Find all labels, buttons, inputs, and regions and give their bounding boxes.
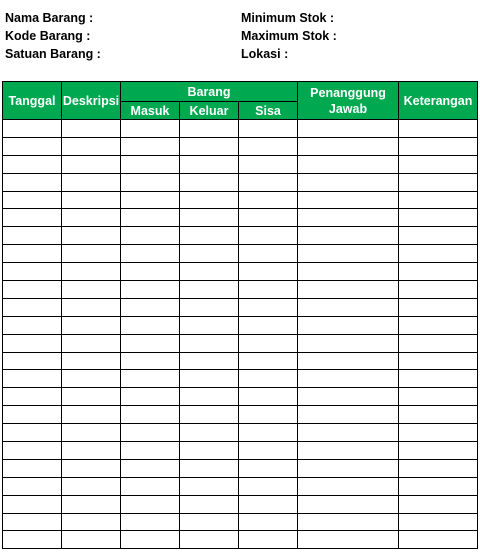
table-cell[interactable]	[121, 370, 180, 388]
table-cell[interactable]	[62, 209, 121, 227]
table-cell[interactable]	[298, 245, 399, 263]
table-cell[interactable]	[62, 245, 121, 263]
table-cell[interactable]	[180, 370, 239, 388]
table-cell[interactable]	[239, 137, 298, 155]
table-cell[interactable]	[62, 334, 121, 352]
table-cell[interactable]	[62, 424, 121, 442]
table-cell[interactable]	[298, 173, 399, 191]
table-cell[interactable]	[62, 352, 121, 370]
table-cell[interactable]	[62, 155, 121, 173]
table-cell[interactable]	[121, 227, 180, 245]
table-cell[interactable]	[3, 442, 62, 460]
table-cell[interactable]	[298, 263, 399, 281]
table-cell[interactable]	[3, 424, 62, 442]
table-cell[interactable]	[121, 531, 180, 549]
table-row	[3, 442, 478, 460]
table-cell[interactable]	[3, 406, 62, 424]
table-cell[interactable]	[62, 513, 121, 531]
table-cell[interactable]	[3, 459, 62, 477]
table-cell[interactable]	[180, 281, 239, 299]
table-row	[3, 298, 478, 316]
table-cell[interactable]	[298, 513, 399, 531]
table-cell[interactable]	[62, 477, 121, 495]
table-cell[interactable]	[180, 442, 239, 460]
table-cell[interactable]	[121, 352, 180, 370]
label-kode-barang: Kode Barang :	[5, 29, 91, 43]
table-cell[interactable]	[298, 495, 399, 513]
table-cell[interactable]	[121, 424, 180, 442]
item-info-right	[241, 9, 337, 63]
table-cell[interactable]	[399, 424, 478, 442]
table-row	[3, 155, 478, 173]
header-penanggung-line2: Jawab	[328, 101, 368, 116]
table-cell[interactable]	[180, 334, 239, 352]
label-minimum-stok: Minimum Stok :	[241, 11, 335, 25]
table-cell[interactable]	[399, 388, 478, 406]
table-cell[interactable]	[62, 120, 121, 138]
table-cell[interactable]	[180, 316, 239, 334]
table-cell[interactable]	[62, 173, 121, 191]
table-cell[interactable]	[239, 316, 298, 334]
table-cell[interactable]	[62, 281, 121, 299]
table-cell[interactable]	[3, 513, 62, 531]
table-cell[interactable]	[298, 477, 399, 495]
table-row	[3, 477, 478, 495]
table-cell[interactable]	[121, 406, 180, 424]
table-cell[interactable]	[180, 495, 239, 513]
table-cell[interactable]	[298, 191, 399, 209]
table-cell[interactable]	[399, 191, 478, 209]
table-cell[interactable]	[121, 442, 180, 460]
table-cell[interactable]	[62, 370, 121, 388]
stock-card-table	[2, 81, 478, 549]
table-row	[3, 227, 478, 245]
table-cell[interactable]	[121, 120, 180, 138]
table-cell[interactable]	[180, 155, 239, 173]
item-info-left	[5, 9, 101, 63]
table-cell[interactable]	[121, 495, 180, 513]
table-cell[interactable]	[121, 388, 180, 406]
table-cell[interactable]	[121, 477, 180, 495]
table-cell[interactable]	[239, 477, 298, 495]
table-cell[interactable]	[180, 298, 239, 316]
table-cell[interactable]	[62, 191, 121, 209]
table-cell[interactable]	[399, 459, 478, 477]
table-cell[interactable]	[298, 352, 399, 370]
label-nama-barang: Nama Barang :	[5, 11, 94, 25]
table-cell[interactable]	[180, 531, 239, 549]
table-cell[interactable]	[239, 459, 298, 477]
table-cell[interactable]	[239, 227, 298, 245]
table-cell[interactable]	[3, 477, 62, 495]
table-cell[interactable]	[298, 155, 399, 173]
table-row	[3, 513, 478, 531]
table-cell[interactable]	[239, 191, 298, 209]
table-cell[interactable]	[180, 173, 239, 191]
table-cell[interactable]	[239, 406, 298, 424]
table-cell[interactable]	[298, 120, 399, 138]
table-cell[interactable]	[62, 531, 121, 549]
table-cell[interactable]	[180, 424, 239, 442]
table-cell[interactable]	[399, 209, 478, 227]
table-cell[interactable]	[399, 316, 478, 334]
table-cell[interactable]	[399, 442, 478, 460]
table-cell[interactable]	[121, 281, 180, 299]
table-cell[interactable]	[239, 173, 298, 191]
table-cell[interactable]	[62, 388, 121, 406]
table-row	[3, 459, 478, 477]
table-cell[interactable]	[399, 406, 478, 424]
table-cell[interactable]	[180, 477, 239, 495]
table-cell[interactable]	[3, 209, 62, 227]
table-cell[interactable]	[180, 120, 239, 138]
table-cell[interactable]	[62, 442, 121, 460]
table-cell[interactable]	[298, 459, 399, 477]
label-lokasi: Lokasi :	[241, 47, 289, 61]
label-maximum-stok: Maximum Stok :	[241, 29, 337, 43]
table-cell[interactable]	[62, 459, 121, 477]
table-cell[interactable]	[399, 370, 478, 388]
table-cell[interactable]	[298, 334, 399, 352]
table-cell[interactable]	[239, 155, 298, 173]
table-row	[3, 406, 478, 424]
table-cell[interactable]	[3, 334, 62, 352]
table-cell[interactable]	[121, 191, 180, 209]
table-cell[interactable]	[399, 137, 478, 155]
table-cell[interactable]	[3, 227, 62, 245]
table-cell[interactable]	[62, 495, 121, 513]
table-cell[interactable]	[180, 459, 239, 477]
header-penanggung-jawab	[298, 82, 399, 120]
table-cell[interactable]	[399, 298, 478, 316]
table-cell[interactable]	[62, 263, 121, 281]
table-cell[interactable]	[180, 263, 239, 281]
table-body	[3, 120, 478, 549]
table-cell[interactable]	[3, 352, 62, 370]
table-cell[interactable]	[298, 388, 399, 406]
table-cell[interactable]	[239, 281, 298, 299]
table-cell[interactable]	[121, 316, 180, 334]
table-cell[interactable]	[62, 227, 121, 245]
header-penanggung-line1: Penanggung	[310, 85, 386, 100]
table-cell[interactable]	[180, 227, 239, 245]
table-cell[interactable]	[399, 155, 478, 173]
table-cell[interactable]	[3, 191, 62, 209]
table-cell[interactable]	[3, 245, 62, 263]
table-row	[3, 281, 478, 299]
table-cell[interactable]	[399, 245, 478, 263]
table-cell[interactable]	[3, 316, 62, 334]
table-cell[interactable]	[399, 531, 478, 549]
table-cell[interactable]	[121, 173, 180, 191]
table-cell[interactable]	[399, 227, 478, 245]
header-barang: Barang	[121, 82, 298, 102]
table-cell[interactable]	[121, 137, 180, 155]
table-cell[interactable]	[239, 209, 298, 227]
table-row	[3, 137, 478, 155]
table-cell[interactable]	[180, 352, 239, 370]
table-cell[interactable]	[399, 263, 478, 281]
table-cell[interactable]	[121, 513, 180, 531]
table-cell[interactable]	[298, 316, 399, 334]
table-row	[3, 173, 478, 191]
table-cell[interactable]	[298, 406, 399, 424]
table-row	[3, 388, 478, 406]
table-cell[interactable]	[239, 495, 298, 513]
table-row	[3, 209, 478, 227]
table-cell[interactable]	[62, 298, 121, 316]
header-deskripsi: Deskripsi	[62, 82, 121, 120]
table-cell[interactable]	[62, 137, 121, 155]
header-masuk: Masuk	[121, 102, 180, 120]
table-cell[interactable]	[3, 388, 62, 406]
table-cell[interactable]	[298, 370, 399, 388]
table-cell[interactable]	[121, 459, 180, 477]
table-cell[interactable]	[3, 281, 62, 299]
table-cell[interactable]	[239, 120, 298, 138]
table-cell[interactable]	[121, 263, 180, 281]
table-cell[interactable]	[399, 334, 478, 352]
header-keterangan: Keterangan	[399, 82, 478, 120]
table-cell[interactable]	[3, 137, 62, 155]
table-cell[interactable]	[180, 137, 239, 155]
table-cell[interactable]	[3, 531, 62, 549]
table-cell[interactable]	[3, 155, 62, 173]
table-row	[3, 352, 478, 370]
table-cell[interactable]	[399, 352, 478, 370]
table-row	[3, 316, 478, 334]
header-keluar: Keluar	[180, 102, 239, 120]
table-cell[interactable]	[298, 531, 399, 549]
header-sisa: Sisa	[239, 102, 298, 120]
table-cell[interactable]	[121, 298, 180, 316]
table-cell[interactable]	[62, 406, 121, 424]
table-cell[interactable]	[180, 191, 239, 209]
table-cell[interactable]	[180, 388, 239, 406]
table-cell[interactable]	[298, 424, 399, 442]
table-cell[interactable]	[121, 155, 180, 173]
table-cell[interactable]	[239, 442, 298, 460]
table-cell[interactable]	[298, 209, 399, 227]
table-cell[interactable]	[399, 281, 478, 299]
table-row	[3, 245, 478, 263]
table-cell[interactable]	[298, 281, 399, 299]
table-row	[3, 334, 478, 352]
table-cell[interactable]	[3, 120, 62, 138]
table-cell[interactable]	[298, 137, 399, 155]
table-cell[interactable]	[239, 424, 298, 442]
table-cell[interactable]	[3, 495, 62, 513]
table-cell[interactable]	[399, 495, 478, 513]
table-row	[3, 424, 478, 442]
table-cell[interactable]	[3, 263, 62, 281]
table-row	[3, 531, 478, 549]
table-cell[interactable]	[121, 334, 180, 352]
table-cell[interactable]	[3, 173, 62, 191]
header-tanggal: Tanggal	[3, 82, 62, 120]
table-cell[interactable]	[399, 173, 478, 191]
table-cell[interactable]	[62, 316, 121, 334]
table-cell[interactable]	[121, 245, 180, 263]
table-cell[interactable]	[298, 227, 399, 245]
table-row	[3, 191, 478, 209]
table-cell[interactable]	[239, 298, 298, 316]
table-cell[interactable]	[180, 245, 239, 263]
table-cell[interactable]	[3, 298, 62, 316]
table-cell[interactable]	[399, 513, 478, 531]
table-cell[interactable]	[180, 406, 239, 424]
table-cell[interactable]	[239, 370, 298, 388]
table-cell[interactable]	[399, 120, 478, 138]
table-cell[interactable]	[298, 442, 399, 460]
table-cell[interactable]	[239, 513, 298, 531]
label-satuan-barang: Satuan Barang :	[5, 47, 101, 61]
table-cell[interactable]	[121, 209, 180, 227]
table-cell[interactable]	[239, 245, 298, 263]
table-cell[interactable]	[239, 263, 298, 281]
table-row	[3, 370, 478, 388]
table-cell[interactable]	[239, 334, 298, 352]
table-cell[interactable]	[180, 513, 239, 531]
table-row	[3, 120, 478, 138]
table-cell[interactable]	[399, 477, 478, 495]
table-cell[interactable]	[298, 298, 399, 316]
table-cell[interactable]	[239, 388, 298, 406]
table-row	[3, 495, 478, 513]
table-cell[interactable]	[180, 209, 239, 227]
table-cell[interactable]	[3, 370, 62, 388]
table-cell[interactable]	[239, 352, 298, 370]
table-row	[3, 263, 478, 281]
table-cell[interactable]	[239, 531, 298, 549]
